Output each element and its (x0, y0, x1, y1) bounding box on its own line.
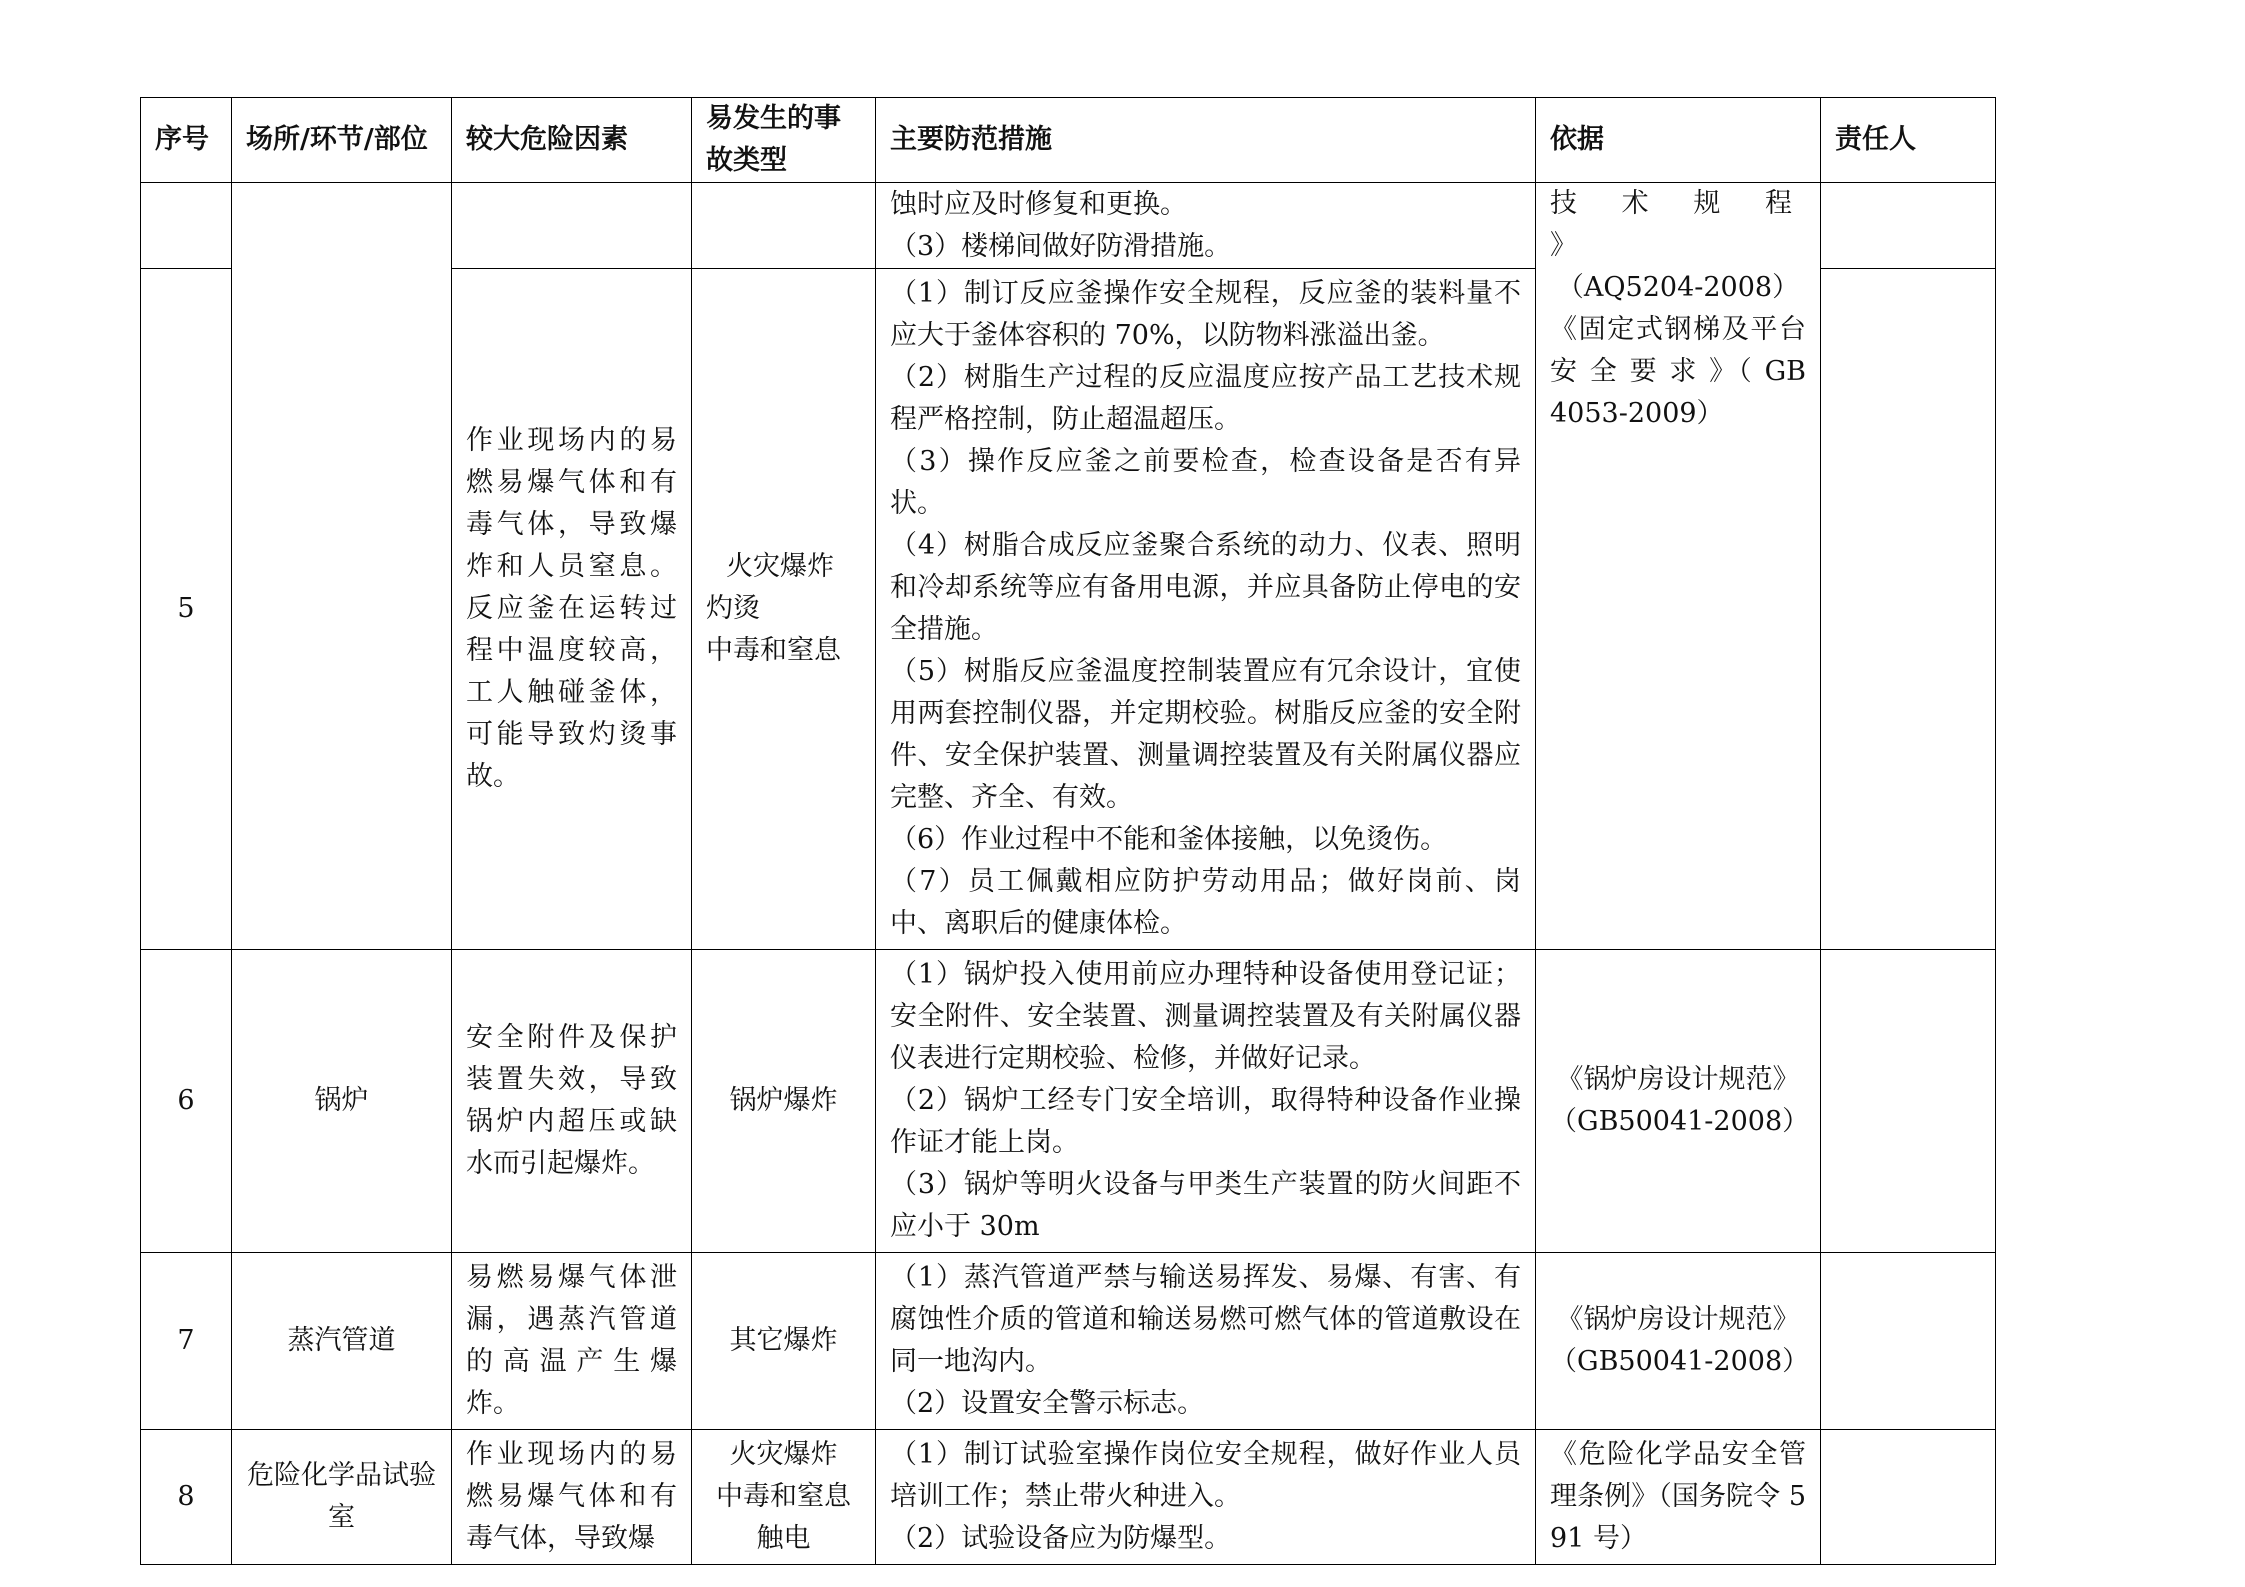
accident-cell (692, 183, 876, 269)
person-cell (1821, 950, 1996, 1253)
measure-line: （4）树脂合成反应釜聚合系统的动力、仪表、照明和冷却系统等应有备用电源，并应具备防止停电的安全措施。 (890, 530, 1521, 645)
measures-cell (876, 950, 1536, 1253)
basis-line: （AQ5204-2008） (1556, 272, 1800, 303)
hazard-cell: 作业现场内的易燃易爆气体和有毒气体，导致爆炸和人员窒息。反应釜在运转过程中温度较高，工人触碰釜体，可能导致灼烫事故。 (452, 269, 692, 950)
measure-line: （5）树脂反应釜温度控制装置应有冗余设计，宜使用两套控制仪器，并定期校验。树脂反应釜的安全附件、安全保护装置、测量调控装置及有关附属仪器应完整、齐全、有效。 (890, 656, 1521, 813)
basis-cell (1536, 950, 1821, 1253)
hazard-table (140, 97, 1996, 1565)
basis-cell (1536, 183, 1821, 950)
measure-line: （2）设置安全警示标志。 (890, 1388, 1205, 1419)
measures-cell (876, 1253, 1536, 1430)
header-hazard: 较大危险因素 (452, 98, 692, 183)
accident-cell: 其它爆炸 (692, 1253, 876, 1430)
no-cell (141, 183, 232, 269)
basis-line: 《锅炉房设计规范》 (1556, 1304, 1800, 1335)
accident-line: 火灾爆炸 (726, 551, 834, 582)
accident-cell (692, 1430, 876, 1565)
measure-line: （3）楼梯间做好防滑措施。 (890, 230, 1232, 262)
basis-line: 《锅炉房设计规范》 (1556, 1064, 1800, 1095)
measure-line: （1）制订试验室操作岗位安全规程，做好作业人员培训工作；禁止带火种进入。 (890, 1439, 1521, 1512)
no-cell: 6 (141, 950, 232, 1253)
header-place: 场所/环节/部位 (232, 98, 452, 183)
measures-cell (876, 269, 1536, 950)
measure-line: （2）试验设备应为防爆型。 (890, 1523, 1232, 1554)
table-row (141, 950, 1996, 1253)
no-cell: 5 (141, 269, 232, 950)
hazard-cell: 易燃易爆气体泄漏，遇蒸汽管道的高温产生爆炸。 (452, 1253, 692, 1430)
table-row (141, 183, 1996, 269)
measure-line: （1）锅炉投入使用前应办理特种设备使用登记证；安全附件、安全装置、测量调控装置及有关附属仪器仪表进行定期校验、检修，并做好记录。 (890, 959, 1521, 1074)
header-no: 序号 (141, 98, 232, 183)
hazard-cell: 作业现场内的易燃易爆气体和有毒气体，导致爆 (452, 1430, 692, 1565)
accident-line: 触电 (756, 1523, 811, 1554)
accident-line: 中毒和窒息 (716, 1481, 851, 1512)
place-cell (232, 183, 452, 950)
person-cell (1821, 269, 1996, 950)
basis-cell (1536, 1253, 1821, 1430)
header-accident: 易发生的事故类型 (692, 98, 876, 183)
basis-line: （GB50041-2008） (1550, 1106, 1810, 1137)
basis-line: （GB50041-2008） (1550, 1346, 1810, 1377)
measure-line: （6）作业过程中不能和釜体接触，以免烫伤。 (890, 824, 1448, 855)
header-measures: 主要防范措施 (876, 98, 1536, 183)
accident-line: 火灾爆炸 (729, 1439, 838, 1470)
place-cell: 蒸汽管道 (232, 1253, 452, 1430)
measures-cell (876, 1430, 1536, 1565)
accident-cell (692, 269, 876, 950)
basis-line: 《固定式钢梯及平台安 全 要 求 》（ GB 4053-2009） (1550, 314, 1806, 429)
measure-line: （2）树脂生产过程的反应温度应按产品工艺技术规程严格控制，防止超温超压。 (890, 362, 1521, 435)
place-cell: 锅炉 (232, 950, 452, 1253)
person-cell (1821, 1430, 1996, 1565)
measures-cell (876, 183, 1536, 269)
accident-cell: 锅炉爆炸 (692, 950, 876, 1253)
person-cell (1821, 183, 1996, 269)
basis-cell: 《危险化学品安全管理条例》（国务院令 591 号） (1536, 1430, 1821, 1565)
measure-line: （1）蒸汽管道严禁与输送易挥发、易爆、有害、有腐蚀性介质的管道和输送易燃可燃气体的管道敷设在同一地沟内。 (890, 1262, 1521, 1377)
accident-line: 中毒和窒息 (706, 635, 841, 666)
measure-line: （7）员工佩戴相应防护劳动用品；做好岗前、岗中、离职后的健康体检。 (890, 866, 1521, 939)
header-row (141, 98, 1996, 183)
measure-line: （3）操作反应釜之前要检查，检查设备是否有异状。 (890, 446, 1521, 519)
hazard-cell (452, 183, 692, 269)
no-cell: 7 (141, 1253, 232, 1430)
measure-line: （3）锅炉等明火设备与甲类生产装置的防火间距不应小于 30m (890, 1169, 1521, 1242)
measure-line: （1）制订反应釜操作安全规程，反应釜的装料量不应大于釜体容积的 70%，以防物料涨溢出釜。 (890, 278, 1521, 351)
header-person: 责任人 (1821, 98, 1996, 183)
table-row (141, 1253, 1996, 1430)
basis-line: 技 术 规 程 》 (1550, 188, 1806, 261)
accident-line: 灼烫 (706, 593, 760, 624)
header-basis: 依据 (1536, 98, 1821, 183)
measure-line: （2）锅炉工经专门安全培训，取得特种设备作业操作证才能上岗。 (890, 1085, 1521, 1158)
measure-line: 蚀时应及时修复和更换。 (890, 188, 1187, 220)
person-cell (1821, 1253, 1996, 1430)
table-row (141, 1430, 1996, 1565)
no-cell: 8 (141, 1430, 232, 1565)
place-cell: 危险化学品试验室 (232, 1430, 452, 1565)
hazard-cell: 安全附件及保护装置失效，导致锅炉内超压或缺水而引起爆炸。 (452, 950, 692, 1253)
